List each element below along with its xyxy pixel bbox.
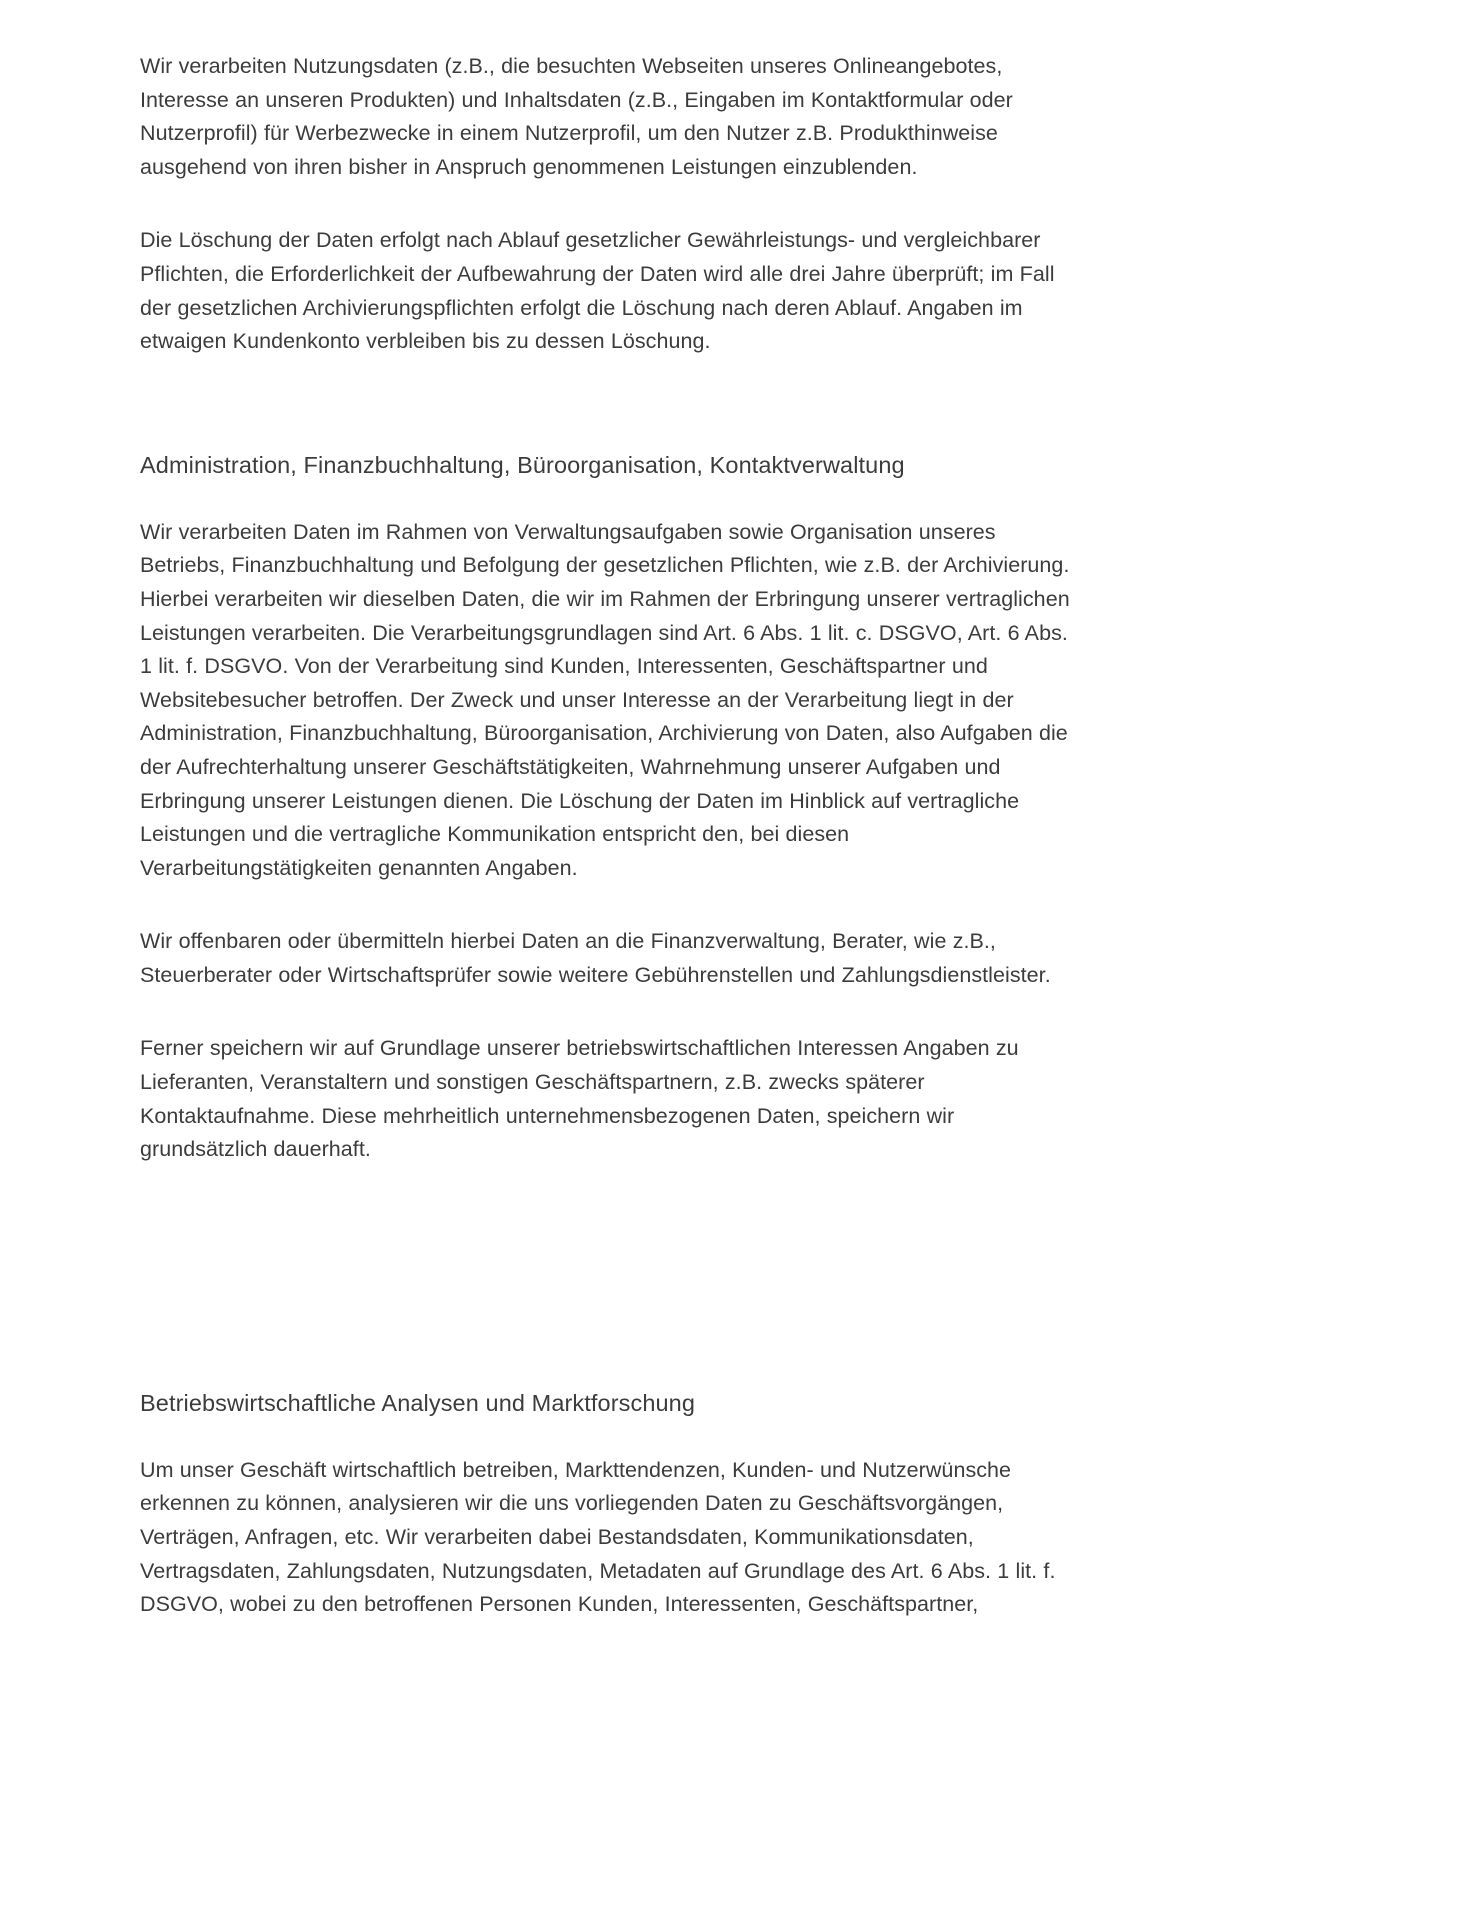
paragraph-data-deletion: Die Löschung der Daten erfolgt nach Ablauf gesetzlicher Gewährleistungs- und vergleichbarer Pflichten, die Erforderlichkeit der Aufbewahrung der Daten wird alle drei Jahre überprüft; im Fall der gesetzlichen Archivierungspflichten erfolgt die Löschung nach deren Ablauf. Angaben im etwaigen Kundenkonto verbleiben bis zu dessen Löschung. <box>140 228 1055 354</box>
document-content <box>140 0 1085 1622</box>
paragraph-administration-processing: Wir verarbeiten Daten im Rahmen von Verwaltungsaufgaben sowie Organisation unseres Betriebs, Finanzbuchhaltung und Befolgung der gesetzlichen Pflichten, wie z.B. der Archivierung. Hierbei verarbeiten wir dieselben Daten, die wir im Rahmen der Erbringung unserer vertraglichen Leistungen verarbeiten. Die Verarbeitungsgrundlagen sind Art. 6 Abs. 1 lit. c. DSGVO, Art. 6 Abs. 1 lit. f. DSGVO. Von der Verarbeitung sind Kunden, Interessenten, Geschäftspartner und Websitebesucher betroffen. Der Zweck und unser Interesse an der Verarbeitung liegt in der Administration, Finanzbuchhaltung, Büroorganisation, Archivierung von Daten, also Aufgaben die der Aufrechterhaltung unserer Geschäftstätigkeiten, Wahrnehmung unserer Aufgaben und Erbringung unserer Leistungen dienen. Die Löschung der Daten im Hinblick auf vertragliche Leistungen und die vertragliche Kommunikation entspricht den, bei diesen Verarbeitungstätigkeiten genannten Angaben. <box>140 519 1070 880</box>
paragraph-spacer <box>140 885 1085 925</box>
paragraph-usage-data-advertising: Wir verarbeiten Nutzungsdaten (z.B., die besuchten Webseiten unseres Onlineangebotes, Interesse an unseren Produkten) und Inhaltsdaten (z.B., Eingaben im Kontaktformular oder Nutzerprofil) für Werbezwecke in einem Nutzerprofil, um den Nutzer z.B. Produkthinweise ausgehend von ihren bisher in Anspruch genommenen Leistungen einzublenden. <box>140 54 1013 179</box>
heading-spacer <box>140 482 1085 516</box>
section-heading-market-research: Betriebswirtschaftliche Analysen und Marktforschung <box>140 1389 696 1416</box>
paragraph-business-analysis: Um unser Geschäft wirtschaftlich betreiben, Markttendenzen, Kunden- und Nutzerwünsche erkennen zu können, analysieren wir die uns vorliegenden Daten zu Geschäftsvorgängen, Verträgen, Anfragen, etc. Wir verarbeiten dabei Bestandsdaten, Kommunikationsdaten, Vertragsdaten, Zahlungsdaten, Nutzungsdaten, Metadaten auf Grundlage des Art. 6 Abs. 1 lit. f. DSGVO, wobei zu den betroffenen Personen Kunden, Interessenten, Geschäftspartner, <box>140 1457 1056 1617</box>
section-heading-administration: Administration, Finanzbuchhaltung, Büroorganisation, Kontaktverwaltung <box>140 451 905 478</box>
paragraph-supplier-storage: Ferner speichern wir auf Grundlage unserer betriebswirtschaftlichen Interessen Angaben zu Lieferanten, Veranstaltern und sonstigen Geschäftspartnern, z.B. zwecks späterer Kontaktaufnahme. Diese mehrheitlich unternehmensbezogenen Daten, speichern wir grundsätzlich dauerhaft. <box>140 1036 1019 1162</box>
top-spacer <box>140 0 1085 50</box>
section-spacer <box>140 359 1085 449</box>
paragraph-spacer <box>140 992 1085 1032</box>
paragraph-spacer <box>140 184 1085 224</box>
paragraph-disclosure-recipients: Wir offenbaren oder übermitteln hierbei Daten an die Finanzverwaltung, Berater, wie z.B., Steuerberater oder Wirtschaftsprüfer sowie weitere Gebührenstellen und Zahlungsdienstleister. <box>140 929 1051 987</box>
section-block-spacer <box>140 1167 1085 1387</box>
heading-spacer <box>140 1420 1085 1454</box>
